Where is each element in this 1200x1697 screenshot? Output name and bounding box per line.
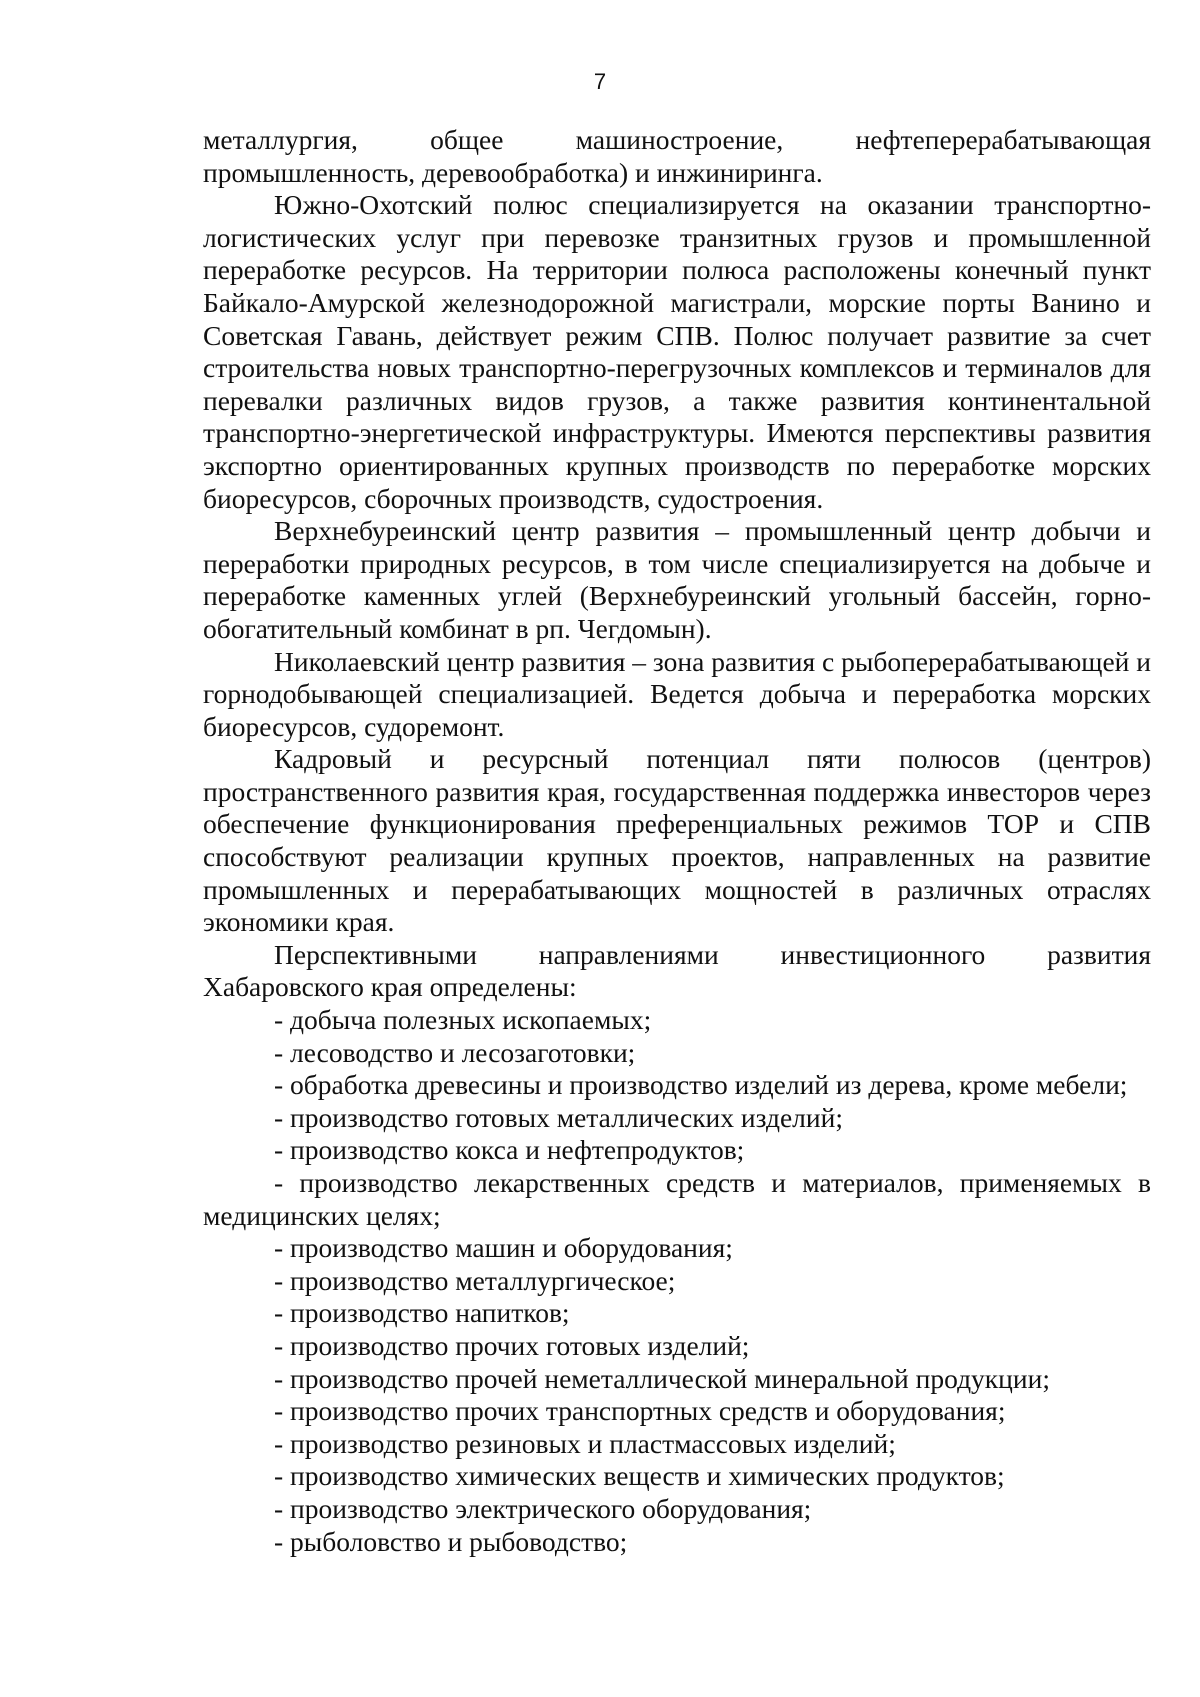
list-item: - производство машин и оборудования; — [274, 1232, 733, 1264]
list-item: - производство прочих готовых изделий; — [274, 1329, 750, 1361]
list-item: - добыча полезных ископаемых; — [274, 1004, 652, 1036]
list-item: - производство напитков; — [274, 1297, 570, 1329]
paragraph-potential: Кадровый и ресурсный потенциал пяти полюсов (центров) пространственного развития края, государственная поддержка инвесторов через обеспечение функционирования преференциальных режимов ТОР и СПВ способствуют реализации крупных проектов, направленных на развитие промышленных и перерабатывающих мощностей в различных отраслях экономики края. — [203, 743, 1151, 938]
paragraph-directions-intro: Перспективными направлениями инвестиционного развития Хабаровского края определены: — [203, 938, 1151, 1003]
list-item: - обработка древесины и производство изделий из дерева, кроме мебели; — [274, 1069, 1128, 1101]
list-item: - производство химических веществ и химических продуктов; — [274, 1460, 1005, 1492]
paragraph-nikolaevsk-center: Николаевский центр развития – зона развития с рыбоперерабатывающей и горнодобывающей специализацией. Ведется добыча и переработка морских биоресурсов, судоремонт. — [203, 645, 1151, 742]
paragraph-verkhnebureinsky-center: Верхнебуреинский центр развития – промышленный центр добычи и переработки природных ресурсов, в том числе специализируется на добыче и переработке каменных углей (Верхнебуреинский угольный бассейн, горно-обогатительный комбинат в рп. Чегдомын). — [203, 515, 1151, 644]
list-item: - рыболовство и рыбоводство; — [274, 1525, 628, 1557]
list-item: - производство резиновых и пластмассовых изделий; — [274, 1427, 896, 1459]
list-item: - производство готовых металлических изделий; — [274, 1101, 843, 1133]
page-number: 7 — [593, 69, 607, 94]
list-item: - производство электрического оборудования; — [274, 1492, 812, 1524]
list-item: - производство прочих транспортных средств и оборудования; — [274, 1395, 1006, 1427]
document-body — [203, 124, 1151, 1558]
list-item: - производство прочей неметаллической минеральной продукции; — [274, 1362, 1050, 1394]
list-item: - производство кокса и нефтепродуктов; — [274, 1134, 745, 1166]
list-item: - производство металлургическое; — [274, 1264, 676, 1296]
list-item: - лесоводство и лесозаготовки; — [274, 1036, 636, 1068]
list-item: - производство лекарственных средств и материалов, применяемых в медицинских целях; — [203, 1167, 1151, 1231]
paragraph-south-okhotsk-pole: Южно-Охотский полюс специализируется на оказании транспортно-логистических услуг при перевозке транзитных грузов и промышленной переработке ресурсов. На территории полюса расположены конечный пункт Байкало-Амурской железнодорожной магистрали, морские порты Ванино и Советская Гавань, действует режим СПВ. Полюс получает развитие за счет строительства новых транспортно-перегрузочных комплексов и терминалов для перевалки различных видов грузов, а также развития континентальной транспортно-энергетической инфраструктуры. Имеются перспективы развития экспортно ориентированных крупных производств по переработке морских биоресурсов, сборочных производств, судостроения. — [203, 189, 1151, 514]
paragraph-continuation: металлургия, общее машиностроение, нефтеперерабатывающая промышленность, деревообработка) и инжиниринга. — [203, 124, 1151, 188]
